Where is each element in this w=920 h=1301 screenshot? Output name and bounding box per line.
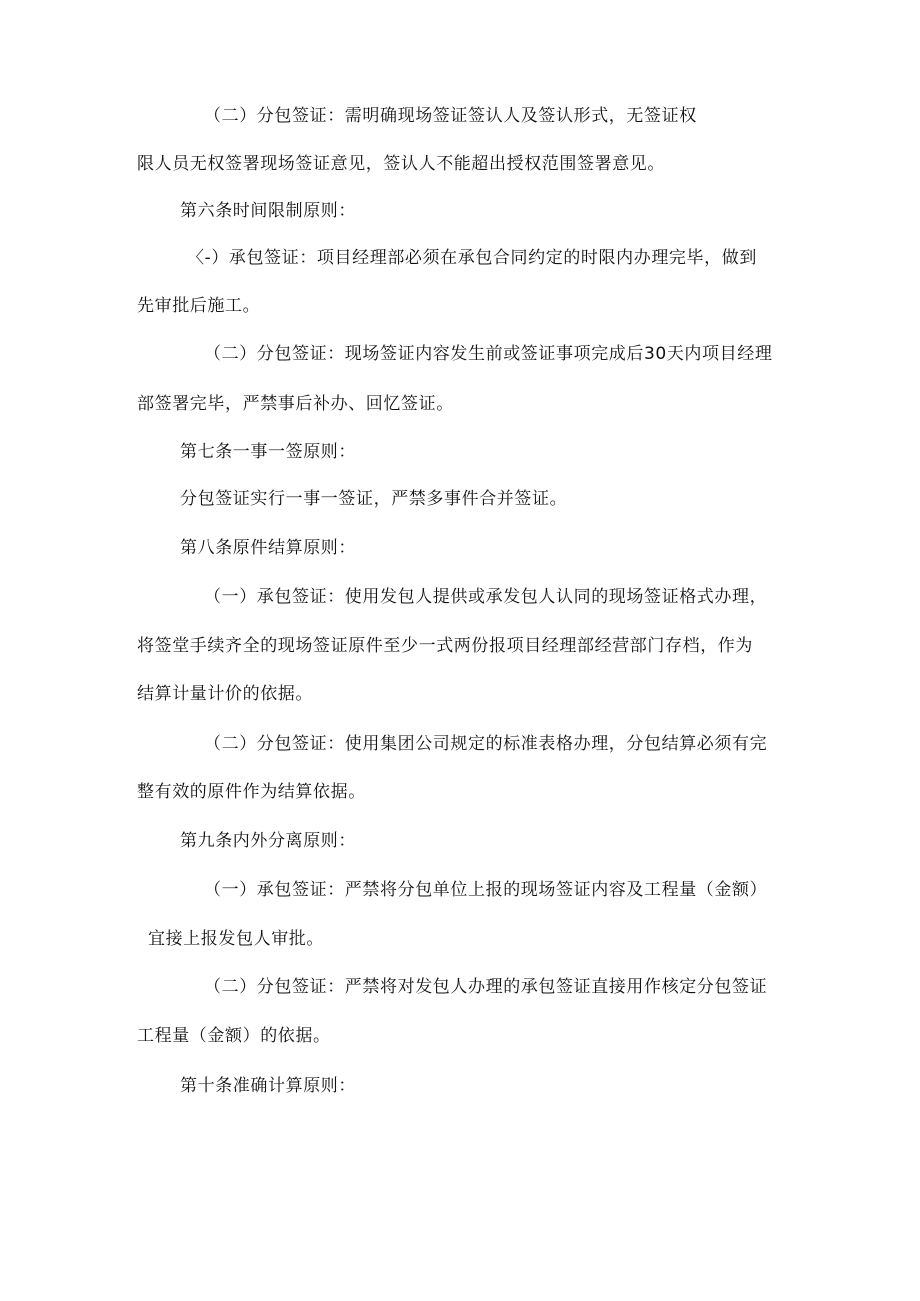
text-line: 部签署完毕，严禁事后补办、回忆签证。 — [137, 394, 454, 414]
text-line: 分包签证实行一事一签证，严禁多事件合并签证。 — [180, 489, 568, 509]
text-line: 〈-）承包签证：项目经理部必须在承包合同约定的时限内办理完毕，做到 — [187, 248, 757, 268]
text-line: 宜接上报发包人审批。 — [148, 929, 324, 949]
text-line: （一）承包签证：严禁将分包单位上报的现场签证内容及工程量（金额） — [204, 880, 768, 900]
text-line: 工程量（金额）的依据。 — [137, 1026, 331, 1046]
text-line: 结算计量计价的依据。 — [137, 684, 313, 704]
text-line: 限人员无权签署现场签证意见，签认人不能超出授权范围签署意见。 — [137, 154, 665, 174]
text-line: （二）分包签证：严禁将对发包人办理的承包签证直接用作核定分包签证 — [204, 977, 768, 997]
article-heading: 第十条准确计算原则： — [180, 1076, 356, 1096]
text-line: 先审批后施工。 — [137, 296, 261, 316]
text-line: （一）承包签证：使用发包人提供或承发包人认同的现场签证格式办理， — [204, 587, 768, 607]
article-heading: 第七条一事一签原则： — [180, 442, 356, 462]
text-line: （二）分包签证：需明确现场签证签认人及签认形式，无签证权 — [204, 106, 697, 126]
article-heading: 第六条时间限制原则： — [180, 201, 356, 221]
text-line: 将签堂手续齐全的现场签证原件至少一式两份报项目经理部经营部门存档，作为 — [137, 636, 753, 656]
text-line: 整有效的原件作为结算依据。 — [137, 782, 366, 802]
text-line: （二）分包签证：现场签证内容发生前或签证事项完成后30天内项目经理 — [204, 344, 773, 364]
article-heading: 第九条内外分离原则： — [180, 831, 356, 851]
article-heading: 第八条原件结算原则： — [180, 538, 356, 558]
text-line: （二）分包签证：使用集团公司规定的标准表格办理，分包结算必须有完 — [204, 734, 768, 754]
